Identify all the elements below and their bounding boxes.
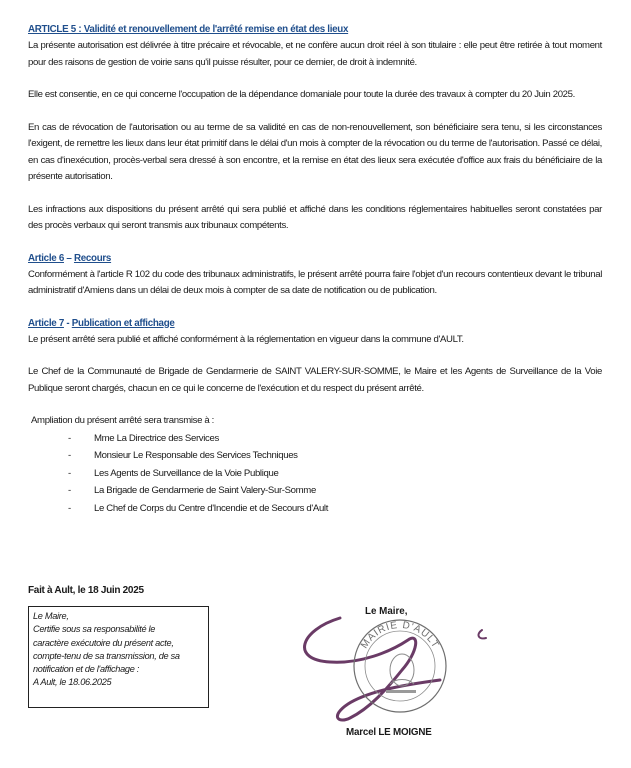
certification-line: Certifie sous sa responsabilité le: [33, 624, 156, 635]
certification-line: Le Maire,: [33, 611, 69, 621]
article-6-title: Recours: [73, 252, 112, 264]
article-5-paragraph-4: Les infractions aux dispositions du présent arrêté qui sera publié et affiché dans les conditions réglementaires habituelles seront constatées par des procès verbaux qui seront transmis aux tribunaux compétents.: [28, 203, 602, 231]
article-7-title: Publication et affichage: [71, 317, 175, 329]
ampliation-intro: Ampliation du présent arrêté sera transmise à :: [31, 415, 214, 426]
article-5-paragraph-3: En cas de révocation de l'autorisation ou au terme de sa validité en cas de non-renouvellement, son bénéficiaire sera tenu, si les circonstances l'exigent, de remettre les lieux dans leur état primitif dans le délai d'un mois à compter de la révocation ou du terme de l'autorisation. Passé ce délai, en cas d'inexécution, procès-verbal sera dressé à son encontre, et la remise en état des lieux sera exécutée d'office aux frais du bénéficiaire de la présente autorisation.: [28, 121, 602, 182]
list-item: - Les Agents de Surveillance de la Voie Publique: [68, 465, 602, 483]
certification-line: caractère exécutoire du présent acte,: [33, 637, 174, 648]
list-item: - La Brigade de Gendarmerie de Saint Valery-Sur-Somme: [68, 482, 602, 500]
article-7-heading: [28, 316, 602, 332]
article-7-dash: -: [63, 317, 72, 329]
list-item: - Mme La Directrice des Services: [68, 430, 602, 448]
article-6-label: Article 6: [28, 252, 64, 264]
list-item: - Le Chef de Corps du Centre d'Incendie et de Secours d'Ault: [68, 500, 602, 518]
list-item: - Monsieur Le Responsable des Services Techniques: [68, 447, 602, 465]
signature-title: Le Maire,: [365, 606, 408, 617]
article-5-heading: [28, 22, 602, 38]
article-7-paragraph-1: Le présent arrêté sera publié et affiché conformément à la réglementation en vigueur dans la commune d'AULT.: [28, 333, 464, 345]
article-6-dash: –: [63, 252, 74, 264]
signatory-name: Marcel LE MOIGNE: [346, 727, 432, 738]
certification-line: notification et de l'affichage :: [33, 664, 140, 675]
mayor-signature-and-seal: [290, 600, 500, 730]
certification-box: [28, 606, 209, 708]
article-6-heading: [28, 251, 602, 267]
article-5-paragraph-1: La présente autorisation est délivrée à titre précaire et révocable, et ne confère aucun droit réel à son titulaire : elle peut être retirée à tout moment pour des raisons de gestion de voirie sans qu'il puisse résulter, pour ce dernier, de droit à indemnité.: [28, 40, 602, 68]
article-7-label: Article 7: [28, 317, 64, 329]
place-date-line: Fait à Ault, le 18 Juin 2025: [28, 585, 144, 596]
ampliation-list: [28, 430, 602, 518]
article-7-paragraph-2: Le Chef de la Communauté de Brigade de Gendarmerie de SAINT VALERY-SUR-SOMME, le Maire et les Agents de Surveillance de la Voie Publique seront chargés, chacun en ce qui le concerne de l'exécution et du respect du présent arrêté.: [28, 366, 602, 394]
article-5-paragraph-2: Elle est consentie, en ce qui concerne l'occupation de la dépendance domaniale pour toute la durée des travaux à compter du 20 Juin 2025.: [28, 89, 575, 100]
article-5-title: ARTICLE 5 : Validité et renouvellement de l'arrêté remise en état des lieux: [28, 24, 349, 35]
article-6-paragraph-1: Conformément à l'article R 102 du code des tribunaux administratifs, le présent arrêté pourra faire l'objet d'un recours contentieux devant le tribunal administratif d'Amiens dans un délai de deux mois à compter de sa date de notification ou de publication.: [28, 268, 602, 296]
seal-text: MAIRIE D'AULT: [359, 619, 441, 651]
signature-stroke-tail: [479, 630, 486, 638]
document-body: [28, 22, 602, 517]
certification-line: compte-tenu de sa transmission, de sa: [33, 650, 180, 661]
certification-line: A Ault, le 18.06.2025: [33, 677, 112, 688]
